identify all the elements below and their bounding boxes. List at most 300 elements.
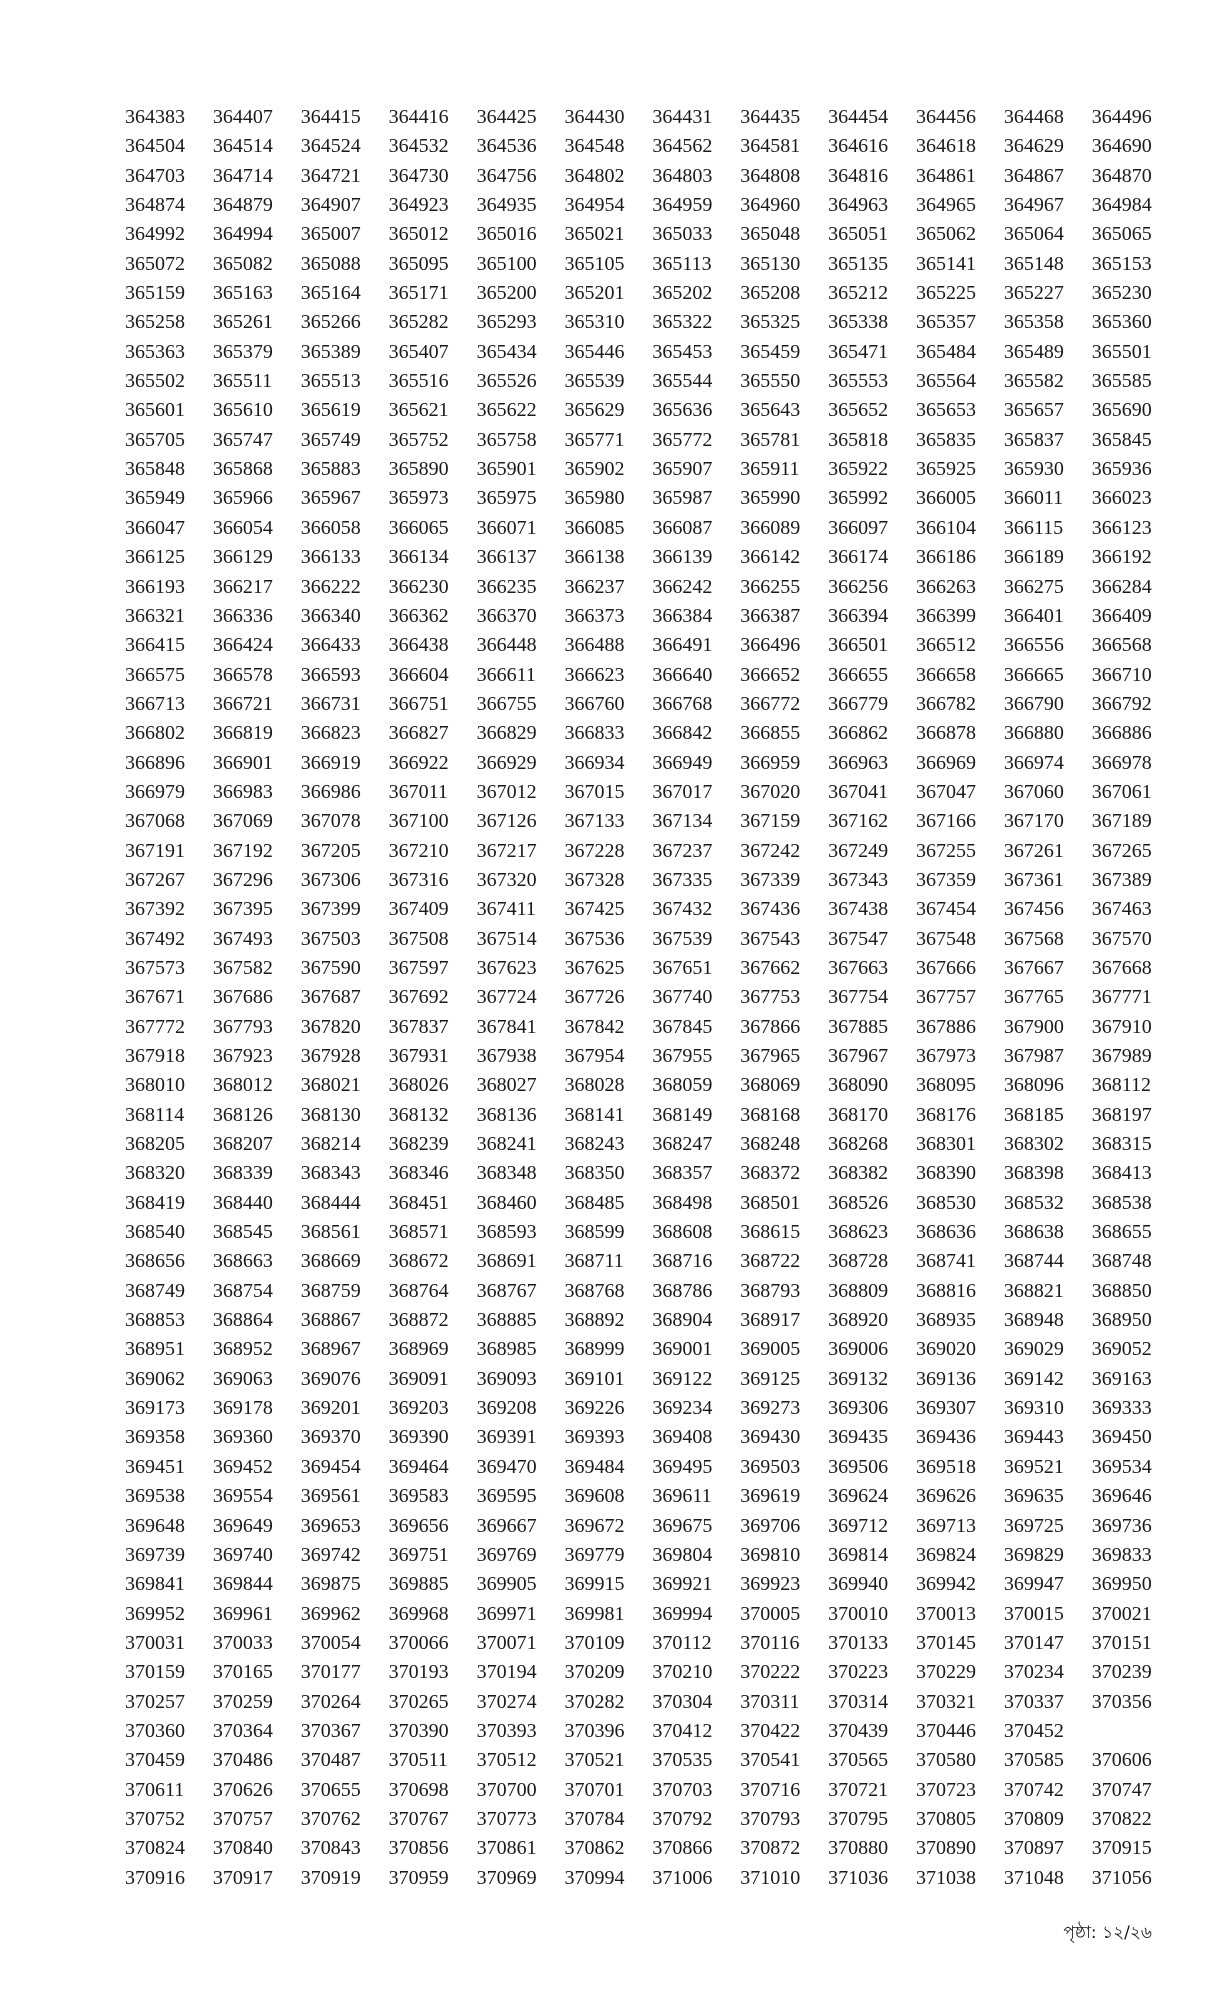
roll-number: 369667 [476, 1514, 537, 1537]
roll-number: 367432 [652, 898, 713, 921]
roll-number: 369649 [212, 1514, 273, 1537]
roll-number: 370412 [652, 1719, 713, 1742]
roll-number: 367765 [1003, 986, 1064, 1009]
roll-number: 365201 [564, 282, 625, 305]
roll-number: 368197 [1091, 1103, 1152, 1126]
roll-number: 370511 [388, 1749, 448, 1772]
roll-number: 368176 [916, 1103, 977, 1126]
roll-number: 367343 [828, 868, 889, 891]
roll-number: 365153 [1091, 252, 1152, 275]
roll-number: 368372 [740, 1162, 801, 1185]
roll-number: 368095 [916, 1074, 977, 1097]
roll-number: 370274 [476, 1690, 537, 1713]
roll-number: 365225 [916, 282, 977, 305]
roll-number: 368748 [1091, 1250, 1152, 1273]
roll-number: 365990 [740, 487, 801, 510]
roll-number: 369333 [1091, 1397, 1152, 1420]
roll-number: 368301 [916, 1133, 977, 1156]
roll-number: 366373 [564, 604, 625, 627]
roll-number: 368722 [740, 1250, 801, 1273]
roll-number: 364907 [300, 194, 361, 217]
roll-number: 366611 [476, 663, 536, 686]
roll-number: 366222 [300, 575, 361, 598]
roll-number: 367492 [125, 927, 185, 950]
roll-number: 369971 [476, 1602, 537, 1625]
roll-number: 367514 [476, 927, 537, 950]
roll-number: 370356 [1091, 1690, 1152, 1713]
roll-number: 370541 [740, 1749, 801, 1772]
roll-number: 368357 [652, 1162, 713, 1185]
roll-number: 370304 [652, 1690, 713, 1713]
roll-number: 370793 [740, 1807, 801, 1830]
roll-number: 366336 [212, 604, 273, 627]
roll-number: 366438 [388, 634, 449, 657]
roll-number: 365621 [388, 399, 449, 422]
roll-number: 365610 [212, 399, 273, 422]
roll-number: 366321 [125, 604, 185, 627]
roll-number: 370031 [125, 1631, 185, 1654]
roll-number: 370452 [1003, 1719, 1064, 1742]
roll-number: 368350 [564, 1162, 625, 1185]
roll-number: 370364 [212, 1719, 273, 1742]
roll-number: 368864 [212, 1309, 273, 1332]
roll-number: 368711 [564, 1250, 624, 1273]
roll-number: 370486 [212, 1749, 273, 1772]
roll-number: 364415 [300, 106, 361, 128]
roll-number: 369052 [1091, 1338, 1152, 1361]
roll-number: 369390 [388, 1426, 449, 1449]
roll-number: 368599 [564, 1221, 625, 1244]
roll-number: 370626 [212, 1778, 273, 1801]
roll-number: 364867 [1003, 164, 1064, 187]
roll-number: 368999 [564, 1338, 625, 1361]
roll-number: 367456 [1003, 898, 1064, 921]
roll-number: 365135 [828, 252, 889, 275]
roll-number: 369672 [564, 1514, 625, 1537]
roll-number: 364690 [1091, 135, 1152, 158]
roll-number: 365690 [1091, 399, 1152, 422]
roll-number: 368315 [1091, 1133, 1152, 1156]
roll-number: 365171 [388, 282, 449, 305]
roll-number: 365911 [740, 458, 800, 481]
roll-number: 365747 [212, 428, 273, 451]
roll-number: 367955 [652, 1045, 713, 1067]
roll-number: 365471 [828, 340, 889, 363]
roll-number: 368413 [1091, 1162, 1152, 1185]
roll-number: 366193 [125, 575, 185, 598]
roll-number: 368247 [652, 1133, 713, 1156]
roll-number: 367100 [388, 810, 449, 833]
roll-number: 365657 [1003, 399, 1064, 422]
roll-number: 369624 [828, 1485, 889, 1508]
roll-number: 368498 [652, 1191, 713, 1214]
roll-number: 366779 [828, 692, 889, 715]
roll-number: 364496 [1091, 106, 1152, 128]
roll-number: 366731 [300, 692, 361, 715]
roll-number: 369981 [564, 1602, 625, 1625]
roll-number: 365100 [476, 252, 537, 275]
roll-number: 368268 [828, 1133, 889, 1156]
roll-number: 368816 [916, 1279, 977, 1302]
roll-number: 368951 [125, 1338, 185, 1361]
roll-number: 370071 [476, 1631, 537, 1654]
roll-number: 367668 [1091, 956, 1152, 979]
roll-number: 364965 [916, 194, 977, 217]
roll-number: 369534 [1091, 1455, 1152, 1478]
roll-number: 364923 [388, 194, 449, 217]
roll-number: 365936 [1091, 458, 1152, 481]
roll-number: 369163 [1091, 1367, 1152, 1390]
roll-number: 370133 [828, 1631, 889, 1654]
roll-number: 367900 [1003, 1015, 1064, 1038]
roll-number: 366575 [125, 663, 185, 686]
roll-number: 370655 [300, 1778, 361, 1801]
roll-number: 367306 [300, 868, 361, 891]
roll-number: 367041 [828, 780, 889, 803]
roll-number: 367389 [1091, 868, 1152, 891]
roll-number: 368444 [300, 1191, 361, 1214]
roll-number: 367842 [564, 1015, 625, 1038]
roll-number: 366394 [828, 604, 889, 627]
roll-number: 370177 [300, 1661, 361, 1684]
roll-number: 369306 [828, 1397, 889, 1420]
roll-number: 366047 [125, 516, 185, 539]
roll-number: 368669 [300, 1250, 361, 1273]
roll-number: 368764 [388, 1279, 449, 1302]
roll-number: 370969 [476, 1866, 537, 1889]
roll-number: 369626 [916, 1485, 977, 1508]
roll-number: 370535 [652, 1749, 713, 1772]
roll-number: 366901 [212, 751, 273, 774]
roll-number: 369619 [740, 1485, 801, 1508]
roll-number: 367548 [916, 927, 977, 950]
roll-number: 370994 [564, 1866, 625, 1889]
roll-number: 365585 [1091, 370, 1152, 393]
roll-number: 367210 [388, 839, 449, 862]
roll-number: 364935 [476, 194, 537, 217]
roll-number: 368090 [828, 1074, 889, 1097]
roll-number: 368460 [476, 1191, 537, 1214]
roll-number: 366922 [388, 751, 449, 774]
roll-number: 365622 [476, 399, 537, 422]
roll-number: 366409 [1091, 604, 1152, 627]
roll-number: 368012 [212, 1074, 273, 1097]
roll-number: 367438 [828, 898, 889, 921]
roll-number: 369646 [1091, 1485, 1152, 1508]
roll-number: 367973 [916, 1045, 977, 1067]
roll-number: 367409 [388, 898, 449, 921]
roll-number: 370773 [476, 1807, 537, 1830]
roll-number: 369005 [740, 1338, 801, 1361]
roll-number: 370862 [564, 1837, 625, 1860]
roll-number: 367967 [828, 1045, 889, 1067]
roll-number: 369001 [652, 1338, 713, 1361]
roll-number: 365148 [1003, 252, 1064, 275]
roll-number: 365453 [652, 340, 713, 363]
roll-number: 370890 [916, 1837, 977, 1860]
roll-number: 370795 [828, 1807, 889, 1830]
roll-number: 367395 [212, 898, 273, 921]
roll-number: 366129 [212, 546, 273, 569]
roll-number: 369804 [652, 1543, 713, 1566]
roll-number: 365949 [125, 487, 185, 510]
roll-number: 367662 [740, 956, 801, 979]
roll-number: 365845 [1091, 428, 1152, 451]
roll-number: 369950 [1091, 1573, 1152, 1596]
roll-number: 366829 [476, 722, 537, 745]
roll-number: 368390 [916, 1162, 977, 1185]
roll-number: 366501 [828, 634, 889, 657]
roll-number: 366174 [828, 546, 889, 569]
roll-number: 368716 [652, 1250, 713, 1273]
roll-number: 365501 [1091, 340, 1152, 363]
roll-number: 369408 [652, 1426, 713, 1449]
roll-number: 367989 [1091, 1045, 1152, 1067]
roll-number: 367017 [652, 780, 713, 803]
roll-number: 368904 [652, 1309, 713, 1332]
roll-number: 366986 [300, 780, 361, 803]
roll-number: 364407 [212, 106, 273, 128]
roll-number: 368768 [564, 1279, 625, 1302]
roll-number: 366005 [916, 487, 977, 510]
roll-number: 366819 [212, 722, 273, 745]
roll-number: 365967 [300, 487, 361, 510]
roll-number: 370010 [828, 1602, 889, 1625]
roll-number: 370360 [125, 1719, 185, 1742]
roll-number: 365619 [300, 399, 361, 422]
roll-number: 368608 [652, 1221, 713, 1244]
roll-number: 364803 [652, 164, 713, 187]
roll-number: 369595 [476, 1485, 537, 1508]
roll-number: 365835 [916, 428, 977, 451]
roll-number: 365434 [476, 340, 537, 363]
roll-number: 368339 [212, 1162, 273, 1185]
roll-number: 368096 [1003, 1074, 1064, 1097]
roll-number: 370367 [300, 1719, 361, 1742]
roll-number: 367543 [740, 927, 801, 950]
roll-number: 367667 [1003, 956, 1064, 979]
roll-number: 369062 [125, 1367, 185, 1390]
roll-number: 369020 [916, 1338, 977, 1361]
roll-number: 367820 [300, 1015, 361, 1038]
roll-number: 367217 [476, 839, 537, 862]
roll-number: 366284 [1091, 575, 1152, 598]
roll-number: 370606 [1091, 1749, 1152, 1772]
roll-number: 367339 [740, 868, 801, 891]
roll-number: 365653 [916, 399, 977, 422]
roll-number: 369393 [564, 1426, 625, 1449]
roll-number: 370337 [1003, 1690, 1064, 1713]
roll-number: 365749 [300, 428, 361, 451]
roll-number: 370861 [476, 1837, 537, 1860]
roll-number: 368126 [212, 1103, 273, 1126]
roll-number: 367547 [828, 927, 889, 950]
roll-number: 368348 [476, 1162, 537, 1185]
roll-number: 365987 [652, 487, 713, 510]
roll-number: 371038 [916, 1866, 977, 1889]
roll-number: 367060 [1003, 780, 1064, 803]
roll-number: 365310 [564, 311, 625, 334]
roll-number: 365358 [1003, 311, 1064, 334]
roll-number: 369875 [300, 1573, 361, 1596]
roll-number: 370222 [740, 1661, 801, 1684]
roll-number: 367772 [125, 1015, 185, 1038]
roll-number: 365282 [388, 311, 449, 334]
roll-number: 367918 [125, 1045, 185, 1067]
roll-number: 369968 [388, 1602, 449, 1625]
roll-number: 368767 [476, 1279, 537, 1302]
roll-number: 370264 [300, 1690, 361, 1713]
roll-number: 370259 [212, 1690, 273, 1713]
roll-number: 366235 [476, 575, 537, 598]
roll-number: 366880 [1003, 722, 1064, 745]
roll-number: 370151 [1091, 1631, 1152, 1654]
roll-number: 365601 [125, 399, 185, 422]
roll-number: 370159 [125, 1661, 185, 1684]
roll-number: 364435 [740, 106, 801, 128]
roll-number: 365230 [1091, 282, 1152, 305]
roll-number: 368754 [212, 1279, 273, 1302]
roll-number: 366186 [916, 546, 977, 569]
roll-number: 367845 [652, 1015, 713, 1038]
roll-number: 370784 [564, 1807, 625, 1830]
roll-number: 369740 [212, 1543, 273, 1566]
roll-number: 366065 [388, 516, 449, 539]
roll-number: 369091 [388, 1367, 449, 1390]
roll-number: 369178 [212, 1397, 273, 1420]
roll-number: 370015 [1003, 1602, 1064, 1625]
roll-number: 366959 [740, 751, 801, 774]
roll-number: 368691 [476, 1250, 537, 1273]
roll-number: 364504 [125, 135, 185, 158]
roll-number: 368248 [740, 1133, 801, 1156]
roll-number: 366604 [388, 663, 449, 686]
roll-number: 370822 [1091, 1807, 1152, 1830]
roll-number: 365652 [828, 399, 889, 422]
roll-number: 369454 [300, 1455, 361, 1478]
roll-number: 365459 [740, 340, 801, 363]
roll-number: 366133 [300, 546, 361, 569]
roll-number: 370747 [1091, 1778, 1152, 1801]
roll-number: 365907 [652, 458, 713, 481]
roll-number: 368744 [1003, 1250, 1064, 1273]
roll-number: 365021 [564, 223, 625, 246]
roll-number: 370880 [828, 1837, 889, 1860]
roll-number: 365325 [740, 311, 801, 334]
roll-number: 367078 [300, 810, 361, 833]
roll-number: 367671 [125, 986, 185, 1009]
roll-number: 365322 [652, 311, 713, 334]
roll-number: 368028 [564, 1074, 625, 1097]
roll-number: 365484 [916, 340, 977, 363]
roll-number: 365163 [212, 282, 273, 305]
roll-number: 364430 [564, 106, 625, 128]
roll-number: 370762 [300, 1807, 361, 1830]
roll-number: 369435 [828, 1426, 889, 1449]
roll-number: 365516 [388, 370, 449, 393]
roll-number: 367590 [300, 956, 361, 979]
roll-number: 366979 [125, 780, 185, 803]
roll-number: 369495 [652, 1455, 713, 1478]
roll-number: 364616 [828, 135, 889, 158]
roll-number: 370919 [300, 1866, 361, 1889]
roll-number: 366087 [652, 516, 713, 539]
roll-number: 365526 [476, 370, 537, 393]
roll-number: 370239 [1091, 1661, 1152, 1684]
roll-number: 366256 [828, 575, 889, 598]
roll-number: 366384 [652, 604, 713, 627]
roll-number: 371048 [1003, 1866, 1064, 1889]
roll-number: 365539 [564, 370, 625, 393]
roll-number: 368853 [125, 1309, 185, 1332]
roll-number: 366362 [388, 604, 449, 627]
roll-number: 368793 [740, 1279, 801, 1302]
roll-number: 369742 [300, 1543, 361, 1566]
roll-number: 367392 [125, 898, 185, 921]
roll-number: 370439 [828, 1719, 889, 1742]
roll-number: 366192 [1091, 546, 1152, 569]
roll-number: 366833 [564, 722, 625, 745]
roll-number: 367493 [212, 927, 273, 950]
roll-number: 369905 [476, 1573, 537, 1596]
roll-number: 369814 [828, 1543, 889, 1566]
roll-number: 368069 [740, 1074, 801, 1097]
roll-number: 367754 [828, 986, 889, 1009]
roll-number: 365012 [388, 223, 449, 246]
roll-number: 368967 [300, 1338, 361, 1361]
roll-number: 369648 [125, 1514, 185, 1537]
roll-number: 367134 [652, 810, 713, 833]
roll-number: 365072 [125, 252, 185, 275]
roll-number: 368786 [652, 1279, 713, 1302]
roll-number: 369810 [740, 1543, 801, 1566]
roll-number: 365992 [828, 487, 889, 510]
roll-number: 369712 [828, 1514, 889, 1537]
roll-number: 368623 [828, 1221, 889, 1244]
roll-number: 364816 [828, 164, 889, 187]
roll-number: 370521 [564, 1749, 625, 1772]
roll-number: 368241 [476, 1133, 537, 1156]
roll-number: 368593 [476, 1221, 537, 1244]
roll-number: 369739 [125, 1543, 185, 1566]
roll-number: 369125 [740, 1367, 801, 1390]
roll-number: 369885 [388, 1573, 449, 1596]
roll-number: 367663 [828, 956, 889, 979]
roll-number: 368872 [388, 1309, 449, 1332]
roll-number: 367162 [828, 810, 889, 833]
roll-number: 365208 [740, 282, 801, 305]
roll-number: 369940 [828, 1573, 889, 1596]
roll-number: 367267 [125, 868, 185, 891]
roll-number: 365930 [1003, 458, 1064, 481]
roll-number: 370116 [740, 1631, 800, 1654]
roll-number: 369136 [916, 1367, 977, 1390]
roll-number: 367866 [740, 1015, 801, 1038]
roll-number: 368655 [1091, 1221, 1152, 1244]
roll-number: 369464 [388, 1455, 449, 1478]
roll-number: 366401 [1003, 604, 1064, 627]
roll-number: 369484 [564, 1455, 625, 1478]
roll-number: 370147 [1003, 1631, 1064, 1654]
roll-number: 366415 [125, 634, 185, 657]
roll-number: 364808 [740, 164, 801, 187]
roll-number: 369391 [476, 1426, 537, 1449]
roll-number: 366983 [212, 780, 273, 803]
roll-number: 369436 [916, 1426, 977, 1449]
roll-number: 368419 [125, 1191, 185, 1214]
roll-number: 371006 [652, 1866, 713, 1889]
roll-number: 367910 [1091, 1015, 1152, 1038]
